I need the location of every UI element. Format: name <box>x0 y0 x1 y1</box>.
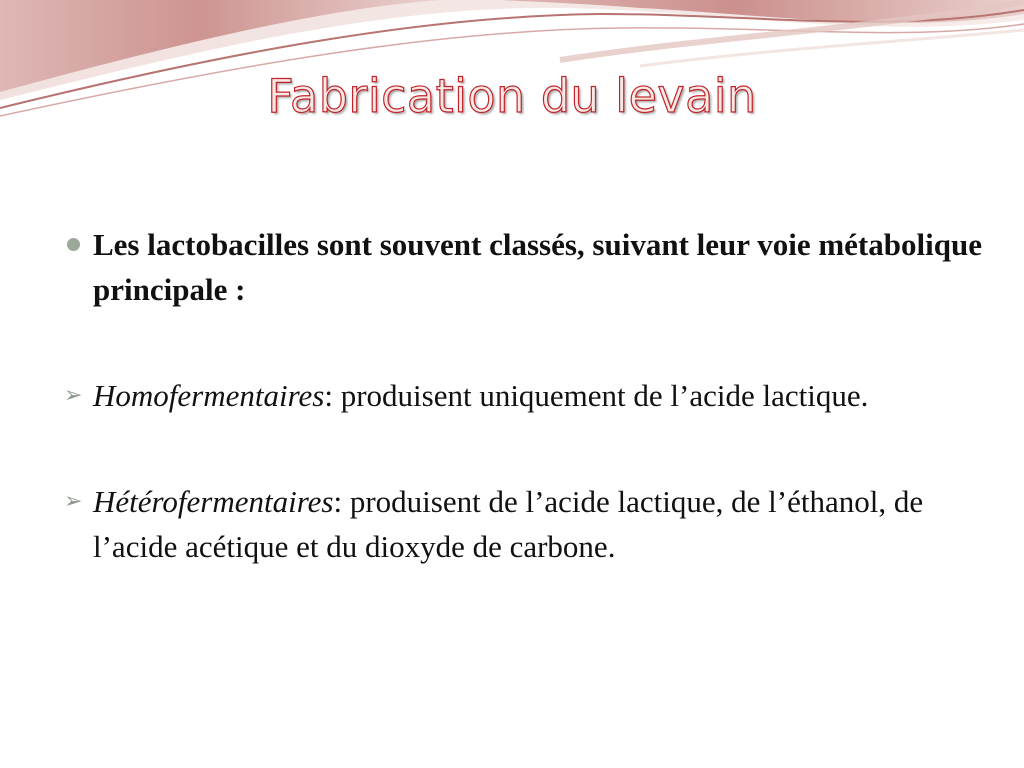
round-bullet-icon <box>64 222 90 267</box>
chevron-right-icon: ➢ <box>64 383 83 408</box>
description-homofermentaires: : produisent uniquement de l’acide lactique. <box>324 378 869 413</box>
bullet-item-intro <box>64 222 984 312</box>
bullet-item-heterofermentaires <box>64 479 984 569</box>
term-heterofermentaires: Hétérofermentaires <box>93 484 334 519</box>
bullet-item-homofermentaires <box>64 373 984 418</box>
term-homofermentaires: Homofermentaires <box>93 378 325 413</box>
intro-text: Les lactobacilles sont souvent classés, suivant leur voie métabolique principale : <box>93 227 982 307</box>
chevron-right-icon: ➢ <box>64 489 83 514</box>
slide-title: Fabrication du levain <box>267 69 757 123</box>
slide-body <box>64 222 984 569</box>
description-heterofermentaires: : produisent de l’acide lactique, de l’éthanol, de l’acide acétique et du dioxyde de carbone. <box>93 484 924 564</box>
